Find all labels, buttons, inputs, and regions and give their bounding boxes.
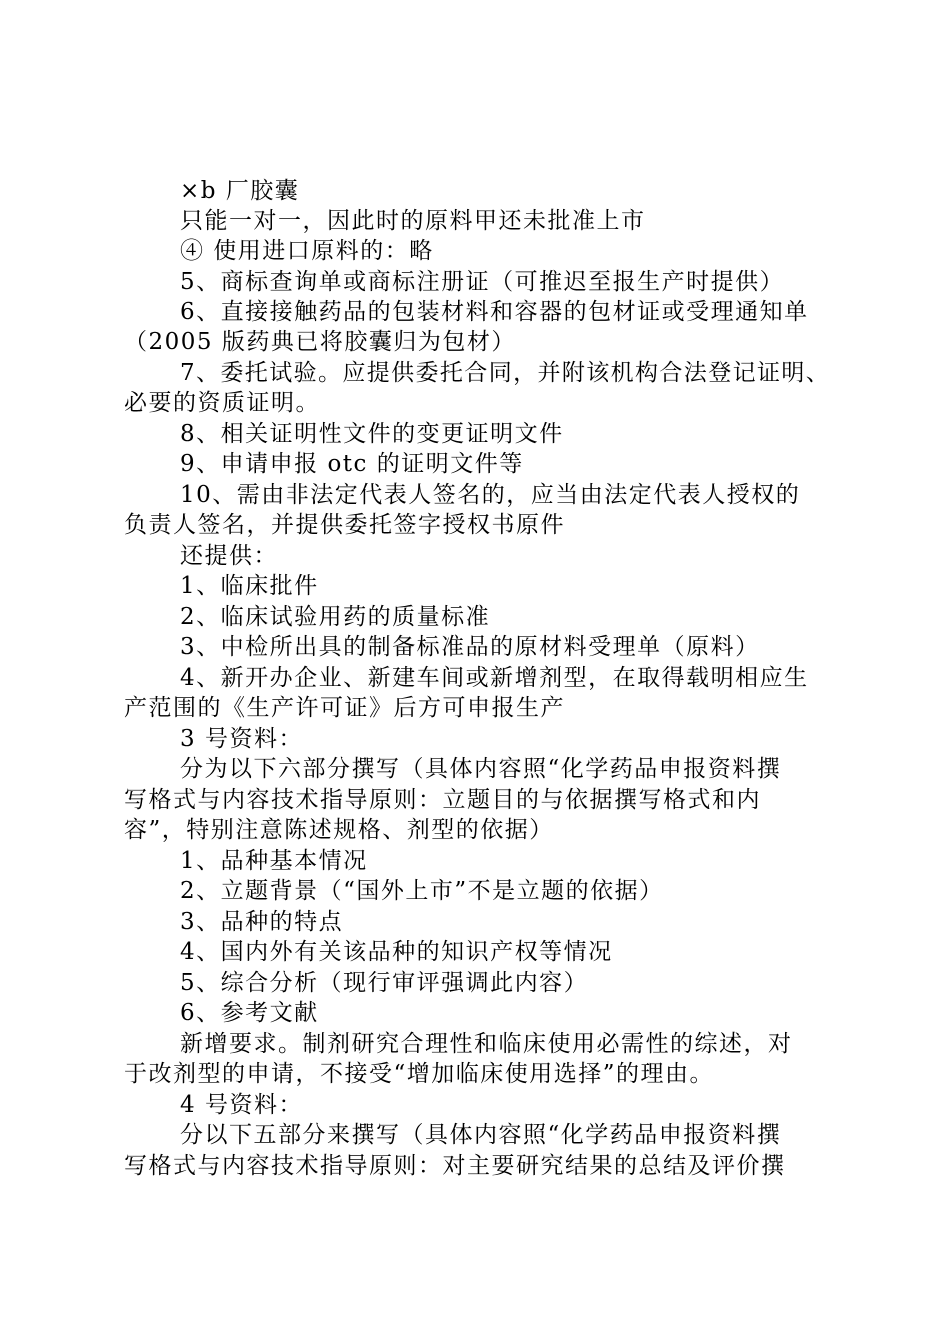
text-line: 分为以下六部分撰写（具体内容照“化学药品申报资料撰 xyxy=(180,756,782,782)
text-line: 5、综合分析（现行审评强调此内容） xyxy=(180,970,589,996)
text-line: 容”，特别注意陈述规格、剂型的依据） xyxy=(124,817,554,843)
text-line: 必要的资质证明。 xyxy=(124,390,320,416)
text-line: 还提供： xyxy=(180,543,278,569)
text-line: 写格式与内容技术指导原则：对主要研究结果的总结及评价撰 xyxy=(124,1153,786,1179)
text-line: 3 号资料： xyxy=(180,726,303,752)
text-line: 4、新开办企业、新建车间或新增剂型，在取得载明相应生 xyxy=(180,665,809,691)
text-line: （2005 版药典已将胶囊归为包材） xyxy=(124,329,516,355)
text-line: 8、相关证明性文件的变更证明文件 xyxy=(180,421,564,447)
text-line: 新增要求。制剂研究合理性和临床使用必需性的综述，对 xyxy=(180,1031,793,1057)
text-line: 只能一对一，因此时的原料甲还未批准上市 xyxy=(180,208,646,234)
text-line: 1、临床批件 xyxy=(180,573,319,599)
text-line: 产范围的《生产许可证》后方可申报生产 xyxy=(124,695,565,721)
text-line: 分以下五部分来撰写（具体内容照“化学药品申报资料撰 xyxy=(180,1122,782,1148)
text-line: 5、商标查询单或商标注册证（可推迟至报生产时提供） xyxy=(180,269,785,295)
text-line: 6、直接接触药品的包装材料和容器的包材证或受理通知单 xyxy=(180,299,809,325)
text-line: 2、立题背景（“国外上市”不是立题的依据） xyxy=(180,878,664,904)
text-line: ④ 使用进口原料的：略 xyxy=(180,238,434,264)
text-line: 于改剂型的申请，不接受“增加临床使用选择”的理由。 xyxy=(124,1061,715,1087)
text-line: 2、临床试验用药的质量标准 xyxy=(180,604,491,630)
text-line: 9、申请申报 otc 的证明文件等 xyxy=(180,451,524,477)
text-line: 1、品种基本情况 xyxy=(180,848,368,874)
text-line: 6、参考文献 xyxy=(180,1000,319,1026)
text-line: 3、中检所出具的制备标准品的原材料受理单（原料） xyxy=(180,634,760,660)
text-line: 4、国内外有关该品种的知识产权等情况 xyxy=(180,939,613,965)
text-line: 10、需由非法定代表人签名的，应当由法定代表人授权的 xyxy=(180,482,801,508)
text-line: 7、委托试验。应提供委托合同，并附该机构合法登记证明、 xyxy=(180,360,831,386)
text-line: ×b 厂胶囊 xyxy=(180,178,300,204)
text-line: 写格式与内容技术指导原则：立题目的与依据撰写格式和内 xyxy=(124,787,761,813)
text-line: 4 号资料： xyxy=(180,1092,303,1118)
text-line: 3、品种的特点 xyxy=(180,909,344,935)
text-line: 负责人签名，并提供委托签字授权书原件 xyxy=(124,512,565,538)
